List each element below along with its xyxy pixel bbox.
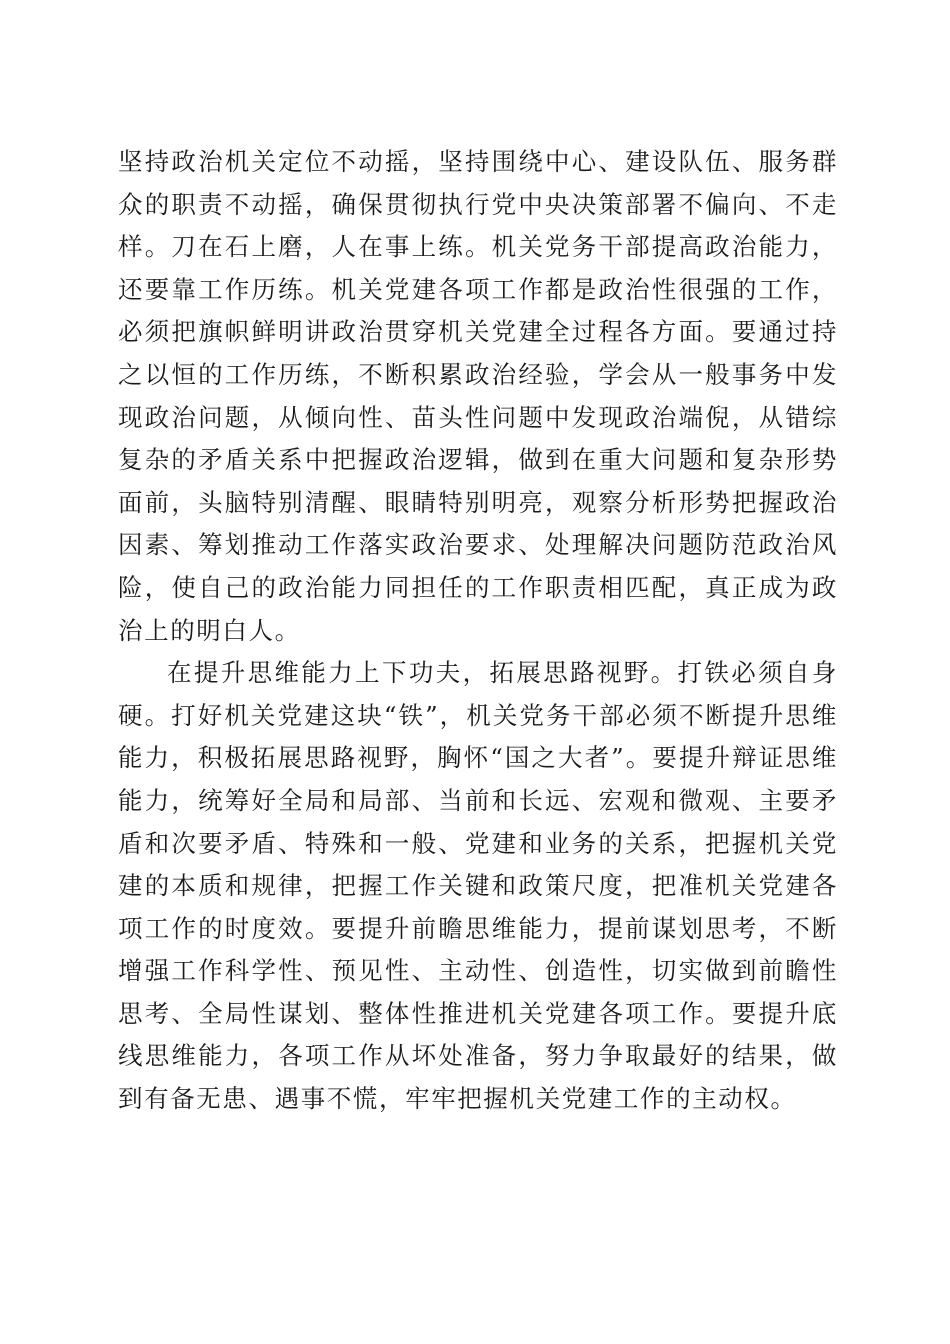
paragraph-thinking-ability: 在提升思维能力上下功夫，拓展思路视野。打铁必须自身硬。打好机关党建这块“铁”，机关党务干部必须不断提升思维能力，积极拓展思路视野，胸怀“国之大者”。要提升辩证思维能力，统筹好全局和局部、当前和长远、宏观和微观、主要矛盾和次要矛盾、特殊和一般、党建和业务的关系，把握机关党建的本质和规律，把握工作关键和政策尺度，把准机关党建各项工作的时度效。要提升前瞻思维能力，提前谋划思考，不断增强工作科学性、预见性、主动性、创造性，切实做到前瞻性思考、全局性谋划、整体性推进机关党建各项工作。要提升底线思维能力，各项工作从坏处准备，努力争取最好的结果，做到有备无患、遇事不慌，牢牢把握机关党建工作的主动权。: [118, 658, 838, 1114]
body-text: [118, 141, 838, 1121]
paragraph-continuation: 坚持政治机关定位不动摇，坚持围绕中心、建设队伍、服务群众的职责不动摇，确保贯彻执行党中央决策部署不偏向、不走样。刀在石上磨，人在事上练。机关党务干部提高政治能力，还要靠工作历练。机关党建各项工作都是政治性很强的工作，必须把旗帜鲜明讲政治贯穿机关党建全过程各方面。要通过持之以恒的工作历练，不断积累政治经验，学会从一般事务中发现政治问题，从倾向性、苗头性问题中发现政治端倪，从错综复杂的矛盾关系中把握政治逻辑，做到在重大问题和复杂形势面前，头脑特别清醒、眼睛特别明亮，观察分析形势把握政治因素、筹划推动工作落实政治要求、处理解决问题防范政治风险，使自己的政治能力同担任的工作职责相匹配，真正成为政治上的明白人。: [118, 147, 838, 645]
